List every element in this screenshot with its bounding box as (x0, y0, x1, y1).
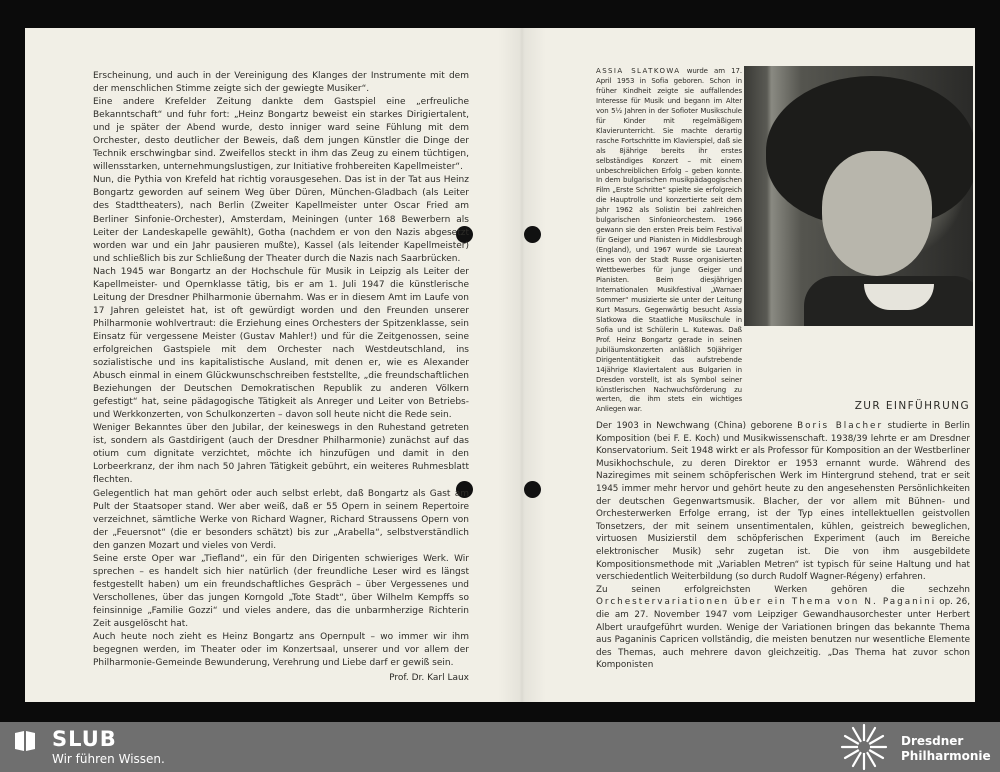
assia-name: ASSIA SLATKOWA (596, 67, 681, 75)
center-fold (498, 28, 546, 702)
article-paragraph: Erscheinung, und auch in der Vereinigung des Klanges der Instrumente mit dem der menschlichen Stimme zeigte sich der gewiegte Musiker“. (93, 71, 469, 95)
book-icon (13, 730, 37, 752)
philharmonie-logo-icon (840, 723, 888, 771)
article-paragraph: Nach 1945 war Bongartz an der Hochschule für Musik in Leipzig als Leiter der Kapellmeister- und Opernklasse tätig, bis er am 1. Juli 1947 die künstlerische Leitung der Dresdner Philharmonie übernahm. Was er in diesem Amt im Laufe von 17 Jahren geleistet hat, ist oft gewürdigt worden und den Freunden unserer Philharmonie wohlvertraut: die Erziehung eines Orchesters der Spitzenklasse, sein Einsatz für vergessene Meister (Gustav Mahler!) und für die Zeitgenossen, seine erfolgreichen Gastspiele mit dem Orchester nach Westdeutschland, ins sozialistische und ins kapitalistische Ausland, mit denen er, wie es Alexander Abusch einmal in einem Glückwunschschreiben feststellte, „die freundschaftlichen Beziehungen der Deutschen Demokratischen Republik zu anderen Völkern gefestigt“ hat, seine pädagogische Tätigkeit als Anreger und Leiter von Betriebs- und Werkkonzerten, von Schulkonzerten – davon soll heute nicht die Rede sein. (93, 266, 469, 421)
punch-hole (524, 481, 541, 498)
article-paragraph: Weniger Bekanntes über den Jubilar, der keineswegs in den Ruhestand getreten ist, sondern als Gastdirigent (auch der Dresdner Philharmonie) zunächst auf das otium cum dignitate verzichtet, möchte ich hinzufügen und damit in den Lorbeerkranz, der ihm nach 50 Jahren Tätigkeit gebührt, ein weiteres Ruhmesblatt flechten. (93, 423, 469, 486)
slub-logo-name: SLUB (52, 727, 117, 751)
assia-bio-text: wurde am 17. April 1953 in Sofia geboren. Schon in früher Kindheit zeigte sie auffallendes Interesse für Musik und begann im Alter von 5½ Jahren in der Sofioter Musikschule für Kinder mit regelmäßigem Klavierunterricht. Sie machte derartig rasche Fortschritte im Klavierspiel, daß sie als 8jährige bereits ihr erstes selbständiges Konzert – mit einem unbeschreiblichen Erfolg – geben konnte. In dem bulgarischen musikpädagogischen Film „Erste Schritte“ spielte sie erfolgreich die Hauptrolle und konzertierte seit dem Jahr 1962 als Solistin bei zahlreichen bulgarischen Sinfonieorchestern. 1966 gewann sie den ersten Preis beim Festival für Geiger und Pianisten in Middlesbrough (England), und 1967 wurde sie Laureat eines von der Stadt Russe organisierten Wettbewerbes für junge Geiger und Pianisten. Beim diesjährigen Internationalen Musikfestival „Warnaer Sommer“ musizierte sie unter der Leitung Kurt Masurs. Gegenwärtig besucht Assia Slatkowa die Staatliche Musikschule in Sofia und ist Schülerin L. Kutewas. Daß Prof. Heinz Bongartz gerade in seinen Jubiläumskonzerten anläßlich 50jähriger Dirigententätigkeit das aufstrebende 14jährige Klaviertalent aus Bulgarien in Dresden vorstellt, ist als Symbol seiner künstlerischen Nachwuchsförderung zu werten, die ihm stets ein wichtiges Anliegen war. (596, 67, 742, 414)
punch-hole (524, 226, 541, 243)
portrait-face (822, 151, 932, 276)
section-heading: ZUR EINFÜHRUNG (854, 400, 970, 412)
introduction-text (596, 420, 970, 672)
intro-text: Der 1903 in Newchwang (China) geborene (596, 421, 798, 431)
article-signature: Prof. Dr. Karl Laux (389, 673, 469, 684)
work-title: Orchestervariationen über ein Thema von N. Paganini (596, 597, 937, 608)
composer-name: Boris Blacher (797, 421, 884, 431)
philharmonie-name-line2: Philharmonie (901, 749, 991, 763)
portrait-photo (744, 66, 973, 326)
article-paragraph: Auch heute noch zieht es Heinz Bongartz ans Opernpult – wo immer wir ihm begegnen werden, im Theater oder im Konzertsaal, unserer und vor allem der Philharmonie-Gemeinde Bewunderung, Verehrung und Liebe darf er gewiß sein. (93, 632, 469, 669)
article-paragraph: Gelegentlich hat man gehört oder auch selbst erlebt, daß Bongartz als Gast am Pult der Staatsoper stand. Wer aber weiß, daß er 55 Opern in seinem Repertoire verzeichnet, sämtliche Werke von Richard Wagner, Richard Straussens Opern von der „Feuersnot“ (die er besonders schätzt) bis zur „Arabella“, selbstverständlich den ganzen Mozart und vieles von Verdi. (93, 488, 469, 551)
assia-biography (596, 67, 742, 415)
article-paragraph: Seine erste Oper war „Tiefland“, ein für den Dirigenten schwieriges Werk. Wir sprechen – es handelt sich hier natürlich (der freundliche Leser wird es längst festgestellt haben) um ein freundschaftliches Gespräch – über Vergessenes und Verschollenes, über das jungen Korngold „Tote Stadt“, über Wilhelm Kempffs so feinsinnige „Familie Gozzi“ und vieles andere, das die unbarmherzige Richterin Zeit ausgelöscht hat. (93, 553, 469, 629)
philharmonie-name-line1: Dresdner (901, 734, 964, 748)
intro-text: studierte in Berlin Komposition (bei F. E. Koch) und Musikwissenschaft. 1938/39 lehrte er am Dresdner Konservatorium. Seit 1948 wirkt er als Professor für Komposition an der Westberliner Musikhochschule, zu deren Direktor er 1953 ernannt wurde. Während des Naziregimes mit seinem schöpferischen Werk im Hintergrund stehend, trat er seit 1945 immer mehr hervor und gehört heute zu den angesehensten Persönlichkeiten der deutschen Gegenwartsmusik. Blacher, der vor allem mit Bühnen- und Orchesterwerken Erfolge errang, ist der Typ eines intellektuellen geistvollen Tonsetzers, der mit seinem unsentimentalen, kühlen, geistreich beweglichen, virtuosen Musizierstil dem schöpferischen Experiment (auch im Bereiche elektronischer Musik) sehr zugetan ist. Die von ihm ausgebildete Kompositionsmethode mit „Variablen Metren“ ist typisch für seine Haltung und hat verschiedentlich Weiterbildung (so durch Rudolf Wagner-Régeny) erfahren. (596, 421, 970, 583)
article-paragraph: Eine andere Krefelder Zeitung dankte dem Gastspiel eine „erfreuliche Bekanntschaft“ und fuhr fort: „Heinz Bongartz beweist ein starkes Dirigiertalent, und je später der Abend wurde, desto inniger ward seine Fühlung mit dem Orchester, desto deutlicher der Beweis, daß dem jungen Künstler die Dinge der Technik erschwingbar sind. Zweifellos steckt in ihm das Zeug zu einem tüchtigen, willensstarken, unternehmungslustigen, zur Initiative frohbereiten Kapellmeister“. (93, 97, 469, 173)
footer-bar (0, 722, 1000, 772)
intro-text: Zu seinen erfolgreichsten Werken gehören die sechzehn (596, 584, 970, 595)
intro-paragraph (596, 584, 970, 672)
bongartz-article (93, 70, 469, 685)
slub-tagline: Wir führen Wissen. (52, 752, 165, 766)
intro-text: op. 26, die am 27. November 1947 vom Leipziger Gewandhausorchester unter Herbert Albert uraufgeführt wurden. Wenige der Variationen bringen das bekannte Thema aus Paganinis Capricen vollständig, die meisten benutzen nur wesentliche Elemente des Themas, auch mehrere davon gleichzeitig. „Das Thema hat zuvor schon Komponisten (596, 597, 970, 671)
article-paragraph: Nun, die Pythia von Krefeld hat richtig vorausgesehen. Das ist in der Tat aus Heinz Bongartz geworden auf seinem Weg über Düren, München-Gladbach (als Leiter des Stadttheaters), nach Berlin (Zweiter Kapellmeister unter Oscar Fried am Berliner Sinfonie-Orchester), Amsterdam, Meiningen (unter 168 Bewerbern als Leiter der Landeskapelle gewählt), Gotha (nachdem er von den Nazis abgesetzt worden war und ein Jahr pausieren mußte), Kassel (als leitender Kapellmeister) und schließlich bis zur Schließung der Theater durch die Nazis nach Saarbrücken. (93, 175, 469, 264)
intro-paragraph (596, 420, 970, 584)
